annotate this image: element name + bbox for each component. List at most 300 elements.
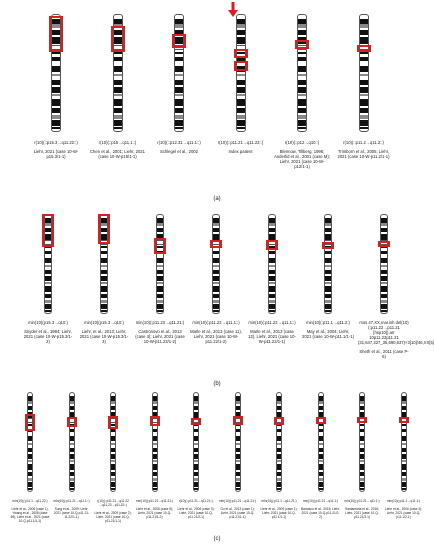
chromosome-band: [28, 472, 32, 476]
chromosome-band: [237, 127, 245, 129]
chromosome-band: [360, 57, 368, 61]
chromosome-band: [236, 443, 240, 445]
chromosome-band: [236, 401, 240, 404]
chromosome-band: [157, 223, 163, 226]
chromosome-band: [194, 448, 198, 452]
retained-region-highlight: [210, 240, 222, 248]
citation-text: May et al., 2004; Liehr, 2021 (case 10-W-p11.1/1-1): [302, 329, 354, 339]
chromosome-band: [325, 282, 331, 284]
panel-a: [0, 0, 434, 225]
chromosome-band: [269, 286, 275, 292]
karyotype-formula: min(10)(:p11.21→q11.21:): [219, 499, 256, 503]
chromosome-band: [101, 270, 107, 274]
chromosome-band: [175, 115, 183, 119]
chromosome-band: [28, 436, 32, 441]
citation-text: Liehr, et al., 2013; Liehr, 2021 (case 10-W-p15.3/1-3): [79, 329, 129, 344]
chromosome-band: [111, 482, 115, 487]
index-patient-arrow: [228, 2, 238, 18]
citation-text: Liehr et al., 2006 (case 3); Liehr, 2021 (case 10-Q-p11.21/2-1): [177, 507, 215, 519]
chromosome-band: [319, 401, 323, 404]
chromosome-band: [360, 464, 364, 470]
chromosome-band: [325, 228, 331, 232]
chromosome-band: [111, 454, 115, 459]
chromosome-band: [319, 464, 323, 470]
retained-region-highlight: [172, 34, 186, 48]
panel-c-label: (c): [213, 536, 221, 542]
chromosome-band: [360, 454, 364, 459]
chromosome-band: [157, 228, 163, 232]
chromosome-band: [319, 482, 323, 487]
chromosome-band: [157, 310, 163, 312]
chromosome-band: [45, 265, 51, 267]
retained-region-highlight: [108, 416, 118, 429]
case-caption: [358, 320, 434, 359]
chromosome-band: [114, 115, 122, 119]
chromosome-band: [52, 80, 60, 85]
chromosome-band: [153, 472, 157, 476]
case-caption: [213, 140, 269, 154]
chromosome-band: [45, 282, 51, 284]
chromosome-band: [213, 270, 219, 274]
chromosome-band: [402, 488, 406, 490]
chromosome-band: [360, 406, 364, 410]
karyotype-formula: r(10)(::p12→q10::): [284, 140, 320, 145]
chromosome-band: [269, 304, 275, 309]
chromosome-band: [111, 401, 115, 404]
chromosome-band: [360, 99, 368, 106]
citation-text: Liehr et al., 2009 (case 2); Liehr, 2021 (case 10-Q-p11.21/1-1): [94, 511, 132, 523]
chromosome-10-ideogram: [380, 214, 388, 314]
chromosome-10-ideogram: [359, 392, 365, 492]
chromosome-band: [402, 454, 406, 459]
chromosome-band: [175, 87, 183, 93]
chromosome-band: [402, 460, 406, 462]
citation-text: Schlegel et al., 2002: [160, 149, 198, 154]
chromosome-band: [325, 300, 331, 303]
chromosome-band: [52, 74, 60, 76]
karyotype-formula: r(10)(::p11.21→q11.21::): [178, 499, 214, 503]
karyotype-formula: min(10)(:p11.1→q11.21:): [261, 499, 297, 503]
karyotype-formula: r(10)(::p15.3→q11.22::): [34, 140, 78, 145]
chromosome-band: [269, 310, 275, 312]
chromosome-band: [213, 282, 219, 284]
chromosome-band: [237, 99, 245, 106]
panel-c: [0, 392, 434, 542]
chromosome-band: [277, 482, 281, 487]
chromosome-band: [319, 488, 323, 490]
chromosome-band: [319, 406, 323, 410]
chromosome-band: [298, 127, 306, 129]
karyotype-formula: r(10)(::p11.2→q11.2::): [343, 140, 384, 145]
chromosome-band: [45, 258, 51, 263]
chromosome-band: [237, 80, 245, 85]
chromosome-band: [360, 488, 364, 490]
chromosome-band: [381, 310, 387, 312]
retained-region-highlight: [316, 417, 326, 424]
case-caption: [336, 140, 392, 159]
chromosome-band: [101, 265, 107, 267]
chromosome-band: [153, 488, 157, 490]
chromosome-band: [111, 478, 115, 481]
retained-region-highlight: [98, 214, 110, 244]
chromosome-band: [360, 460, 364, 462]
chromosome-band: [381, 276, 387, 281]
chromosome-band: [153, 436, 157, 441]
chromosome-band: [45, 276, 51, 281]
chromosome-band: [381, 228, 387, 232]
karyotype-formula: mos 47,XX,mar.ish del(10)(:p11.22→p11.21 [hsp10]).arr 10p11.22p11.21 (31,647,327_35,690,637)×3[10]/46,XX[5]: [358, 320, 434, 345]
retained-region-highlight: [111, 26, 125, 52]
chromosome-band: [298, 99, 306, 106]
karyotype-formula: r(10)(::p15→q11.1::): [98, 140, 137, 145]
chromosome-band: [402, 464, 406, 470]
chromosome-band: [157, 300, 163, 303]
case-caption: [78, 320, 130, 344]
chromosome-band: [28, 488, 32, 490]
chromosome-band: [70, 464, 74, 470]
case-caption: [22, 320, 74, 344]
chromosome-band: [213, 286, 219, 292]
chromosome-band: [298, 66, 306, 72]
chromosome-band: [70, 401, 74, 404]
chromosome-band: [319, 424, 323, 426]
chromosome-10-ideogram: [110, 392, 116, 492]
chromosome-band: [153, 482, 157, 487]
panel-b: [0, 214, 434, 379]
chromosome-band: [28, 443, 32, 445]
chromosome-band: [52, 120, 60, 126]
chromosome-band: [28, 460, 32, 462]
chromosome-band: [325, 286, 331, 292]
chromosome-band: [157, 258, 163, 263]
chromosome-band: [236, 464, 240, 470]
chromosome-band: [175, 80, 183, 85]
chromosome-band: [360, 80, 368, 85]
chromosome-band: [381, 300, 387, 303]
chromosome-10-ideogram: [268, 214, 276, 314]
chromosome-band: [402, 482, 406, 487]
chromosome-band: [298, 80, 306, 85]
chromosome-band: [111, 488, 115, 490]
chromosome-band: [360, 74, 368, 76]
chromosome-band: [111, 448, 115, 452]
chromosome-band: [52, 127, 60, 129]
chromosome-band: [325, 258, 331, 263]
chromosome-band: [269, 251, 275, 254]
chromosome-band: [319, 429, 323, 432]
chromosome-band: [381, 304, 387, 309]
chromosome-band: [360, 436, 364, 441]
chromosome-band: [70, 478, 74, 481]
chromosome-band: [175, 57, 183, 61]
chromosome-band: [325, 310, 331, 312]
chromosome-band: [236, 429, 240, 432]
chromosome-band: [360, 443, 364, 445]
chromosome-band: [194, 482, 198, 487]
chromosome-band: [70, 436, 74, 441]
chromosome-band: [28, 478, 32, 481]
chromosome-band: [101, 304, 107, 309]
chromosome-band: [298, 30, 306, 35]
chromosome-band: [45, 310, 51, 312]
chromosome-band: [175, 108, 183, 113]
chromosome-band: [236, 406, 240, 410]
chromosome-band: [45, 304, 51, 309]
chromosome-band: [153, 454, 157, 459]
chromosome-band: [114, 120, 122, 126]
chromosome-band: [269, 258, 275, 263]
retained-region-highlight: [322, 242, 334, 249]
chromosome-band: [213, 310, 219, 312]
chromosome-band: [237, 108, 245, 113]
chromosome-band: [101, 246, 107, 248]
chromosome-band: [213, 251, 219, 254]
chromosome-band: [360, 52, 368, 54]
chromosome-band: [298, 24, 306, 28]
chromosome-band: [28, 482, 32, 487]
chromosome-band: [325, 223, 331, 226]
chromosome-band: [237, 120, 245, 126]
citation-text: Sheth et al., 2011 (case P-6): [359, 349, 409, 359]
chromosome-band: [101, 286, 107, 292]
citation-text: Snyder et al., 1984; Liehr, 2021 (case 10-W-p15.3/1-2): [23, 329, 73, 344]
chromosome-band: [360, 115, 368, 119]
chromosome-band: [213, 265, 219, 267]
chromosome-band: [213, 258, 219, 263]
chromosome-band: [360, 482, 364, 487]
chromosome-band: [194, 488, 198, 490]
case-caption: [93, 499, 133, 523]
chromosome-band: [277, 472, 281, 476]
retained-region-highlight: [25, 414, 35, 431]
case-caption: [274, 140, 330, 169]
karyotype-formula: min(10)(:p11.23→q11.21:): [135, 320, 185, 325]
chromosome-band: [360, 87, 368, 93]
case-caption: [301, 499, 341, 519]
chromosome-band: [213, 223, 219, 226]
chromosome-band: [114, 87, 122, 93]
chromosome-band: [52, 87, 60, 93]
chromosome-band: [269, 276, 275, 281]
citation-text: Sung et al., 2009; Liehr, 2021 (case 10-Q-p11.21-11.22/1-1): [53, 507, 90, 519]
chromosome-band: [325, 294, 331, 298]
chromosome-band: [52, 115, 60, 119]
chromosome-band: [111, 429, 115, 432]
chromosome-band: [157, 265, 163, 267]
chromosome-band: [319, 478, 323, 481]
retained-region-highlight: [233, 416, 243, 425]
citation-text: Marle et al., 2013 (case 11), Liehr, 2021 (case 10-W-p11.22/1-2): [190, 329, 242, 344]
chromosome-band: [52, 57, 60, 61]
chromosome-band: [114, 127, 122, 129]
chromosome-band: [325, 276, 331, 281]
citation-text: Barrasco et al., 2016; Liehr, 2021 (case 10-Q-p11.21/2-2): [301, 507, 340, 519]
chromosome-band: [114, 108, 122, 113]
chromosome-band: [194, 478, 198, 481]
chromosome-band: [52, 52, 60, 54]
chromosome-band: [114, 99, 122, 106]
chromosome-band: [277, 406, 281, 410]
chromosome-band: [236, 482, 240, 487]
chromosome-band: [175, 127, 183, 129]
chromosome-band: [360, 478, 364, 481]
chromosome-band: [194, 464, 198, 470]
chromosome-band: [269, 270, 275, 274]
chromosome-band: [325, 265, 331, 267]
chromosome-band: [194, 436, 198, 441]
chromosome-band: [402, 406, 406, 410]
chromosome-band: [402, 436, 406, 441]
retained-region-highlight: [150, 416, 160, 426]
chromosome-band: [381, 223, 387, 226]
retained-region-highlight: [67, 417, 77, 427]
chromosome-band: [70, 460, 74, 462]
chromosome-band: [237, 30, 245, 35]
chromosome-band: [45, 300, 51, 303]
chromosome-band: [157, 286, 163, 292]
chromosome-band: [319, 454, 323, 459]
chromosome-band: [213, 300, 219, 303]
chromosome-band: [402, 448, 406, 452]
chromosome-band: [157, 270, 163, 274]
chromosome-10-ideogram: [276, 392, 282, 492]
chromosome-band: [114, 66, 122, 72]
chromosome-band: [236, 472, 240, 476]
chromosome-band: [157, 282, 163, 284]
chromosome-band: [360, 37, 368, 44]
chromosome-band: [360, 24, 368, 28]
chromosome-band: [325, 251, 331, 254]
chromosome-band: [153, 464, 157, 470]
case-caption: [134, 320, 186, 344]
case-caption: [28, 140, 84, 159]
chromosome-band: [157, 276, 163, 281]
retained-region-highlight: [154, 238, 166, 254]
chromosome-band: [298, 87, 306, 93]
case-caption: [190, 320, 242, 344]
chromosome-band: [402, 443, 406, 445]
chromosome-band: [28, 464, 32, 470]
chromosome-band: [381, 258, 387, 263]
chromosome-band: [360, 30, 368, 35]
karyotype-formula: min(10)(:p11.21→q11.21:): [136, 499, 173, 503]
chromosome-band: [237, 37, 245, 44]
karyotype-formula: min(10)(:p11.21→q11.1:): [302, 499, 339, 503]
chromosome-band: [269, 282, 275, 284]
chromosome-band: [325, 270, 331, 274]
karyotype-formula: min(10)(:p11.21→q11.1::): [53, 499, 90, 503]
chromosome-band: [175, 74, 183, 76]
chromosome-band: [111, 464, 115, 470]
chromosome-band: [319, 448, 323, 452]
chromosome-band: [52, 94, 60, 96]
chromosome-band: [236, 460, 240, 462]
panel-b-label: (b): [213, 381, 221, 387]
chromosome-band: [213, 304, 219, 309]
chromosome-band: [153, 443, 157, 445]
chromosome-band: [360, 472, 364, 476]
chromosome-band: [70, 482, 74, 487]
citation-text: Liehr, 2021 (case 10-W-p15.3/1-1): [33, 149, 79, 159]
karyotype-formula: min(10)(p15.3→q10:): [84, 320, 124, 325]
case-caption: [151, 140, 207, 154]
chromosome-10-ideogram: [318, 392, 324, 492]
chromosome-band: [237, 24, 245, 28]
chromosome-band: [101, 251, 107, 254]
chromosome-10-ideogram: [193, 392, 199, 492]
chromosome-band: [70, 472, 74, 476]
retained-region-highlight: [234, 61, 248, 70]
citation-text: Blennow, Tillberg, 1996; Anderlid et al., 2001 (case M); Liehr, 2021 (case 10-W-p12/1-1): [274, 149, 330, 169]
chromosome-band: [213, 294, 219, 298]
chromosome-band: [381, 270, 387, 274]
chromosome-10-ideogram: [174, 14, 184, 132]
chromosome-band: [114, 94, 122, 96]
chromosome-band: [28, 448, 32, 452]
chromosome-band: [194, 460, 198, 462]
chromosome-band: [236, 436, 240, 441]
chromosome-band: [114, 80, 122, 85]
citation-text: Santamaria et al., 2016; Liehr, 2021 (case 10-Q-p11.21/3-1): [345, 507, 379, 519]
chromosome-band: [153, 429, 157, 432]
chromosome-band: [277, 401, 281, 404]
chromosome-band: [175, 52, 183, 54]
retained-region-highlight: [357, 45, 371, 52]
citation-text: Index patient: [228, 149, 253, 154]
chromosome-band: [101, 300, 107, 303]
citation-text: Liehr et al., 2006 (case 4); Liehr, 2021 (case 10-Q-p11.1/2-1): [384, 507, 423, 519]
karyotype-formula: min(10)(:p11.1→q11.2:): [306, 320, 350, 325]
citation-text: Castronovo et al., 2013 (case 4); Liehr, 2021 (case 10-W-p11.23/1-2): [135, 329, 185, 344]
chromosome-band: [360, 94, 368, 96]
chromosome-band: [175, 66, 183, 72]
karyotype-formula: r(10)(::p12.31→q11.1::): [157, 140, 201, 145]
chromosome-band: [277, 448, 281, 452]
case-caption: [176, 499, 216, 519]
chromosome-band: [45, 251, 51, 254]
chromosome-band: [52, 108, 60, 113]
karyotype-formula: min(10)(:p11.1→q11.1:): [386, 499, 421, 503]
chromosome-band: [277, 436, 281, 441]
retained-region-highlight: [378, 241, 390, 247]
case-caption: [90, 140, 146, 159]
chromosome-band: [114, 57, 122, 61]
chromosome-band: [111, 460, 115, 462]
chromosome-band: [237, 87, 245, 93]
karyotype-formula: min(10)(p15.3→q10:): [28, 320, 68, 325]
chromosome-band: [70, 448, 74, 452]
chromosome-band: [213, 276, 219, 281]
case-caption: [342, 499, 382, 519]
chromosome-band: [70, 488, 74, 490]
chromosome-band: [153, 448, 157, 452]
chromosome-band: [277, 443, 281, 445]
chromosome-band: [111, 443, 115, 445]
chromosome-band: [157, 294, 163, 298]
chromosome-band: [277, 464, 281, 470]
karyotype-formula: min(10)(:p11.22→q11.1::): [248, 320, 296, 325]
chromosome-10-ideogram: [152, 392, 158, 492]
chromosome-band: [101, 294, 107, 298]
case-caption: [259, 499, 299, 519]
chromosome-band: [114, 74, 122, 76]
citation-text: Marle et al., 2013 (case 12), Liehr, 2021 (case 10-W-p11.22/1-1): [248, 329, 296, 344]
retained-region-highlight: [42, 214, 54, 247]
chromosome-band: [298, 74, 306, 76]
chromosome-band: [45, 294, 51, 298]
chromosome-10-ideogram: [359, 14, 369, 132]
chromosome-band: [236, 448, 240, 452]
